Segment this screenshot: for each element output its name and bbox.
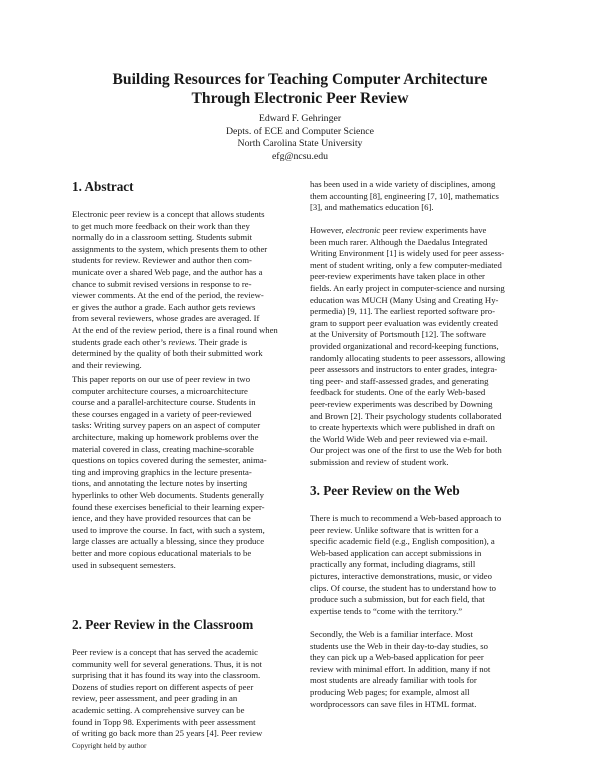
- section-3-heading: 3. Peer Review on the Web: [310, 483, 460, 498]
- section-1-heading: 1. Abstract: [72, 179, 134, 194]
- text-line: community well for several generations. Thus, it is not: [72, 658, 262, 669]
- text-line: academic setting. A comprehensive survey can be: [72, 704, 245, 715]
- text-line: used in subsequent semesters.: [72, 559, 176, 570]
- text-line: municate over a shared Web page, and the author has a: [72, 266, 263, 277]
- section-3-paragraph-2: [310, 629, 530, 710]
- text-line: better and more copious educational materials to be: [72, 547, 252, 558]
- text-line: Peer review is a concept that has served the academic: [72, 647, 258, 657]
- title-line-1: Building Resources for Teaching Computer Architecture: [112, 71, 488, 88]
- text-line: found in Topp 98. Experiments with peer assessment: [72, 716, 256, 727]
- text-line: assignments to the system, which presents them to other: [72, 243, 268, 254]
- text-line: education was MUCH (Many Using and Creating Hy-: [310, 294, 499, 305]
- text-line: tasks: Writing survey papers on an aspect of computer: [72, 420, 261, 431]
- section-2-paragraph-1: [72, 647, 280, 740]
- text-line: review, peer assessment, and peer grading in an: [72, 693, 238, 704]
- section-2-heading: 2. Peer Review in the Classroom: [72, 617, 254, 632]
- text-line: specific academic field (e.g., English composition), a: [310, 536, 495, 547]
- text-line: Dozens of studies report on different aspects of peer: [72, 681, 254, 692]
- text-line: permedia) [9, 11]. The earliest reported software pro-: [310, 306, 496, 317]
- text-line: wordprocessors can save files in HTML format.: [310, 698, 477, 709]
- text-line: This paper reports on our use of peer review in two: [72, 374, 251, 384]
- text-line: architecture, making up homework problems over the: [72, 431, 259, 442]
- text-line: peer review. Unlike software that is written for a: [310, 524, 479, 535]
- text-line: peer-review experiments was described by Downing: [310, 398, 493, 409]
- author-university: North Carolina State University: [237, 138, 363, 149]
- text-line: However, electronic peer review experiments have: [310, 225, 487, 235]
- text-line: course and a parallel-architecture course. Students in: [72, 397, 256, 408]
- text-line: most students are already familiar with tools for: [310, 675, 477, 686]
- text-line: students grade each other’s reviews. Their grade is: [72, 336, 247, 347]
- text-line: tions, and annotating the lecture notes by inserting: [72, 478, 248, 489]
- text-line: normally do in a classroom setting. Students submit: [72, 232, 253, 243]
- text-line: pictures, interactive demonstrations, music, or video: [310, 570, 492, 581]
- text-line: Secondly, the Web is a familiar interface. Most: [310, 629, 473, 639]
- text-line: ting peer- and staff-assessed grades, and generating: [310, 375, 489, 386]
- text-line: randomly allocating students to peer assessors, allowing: [310, 352, 506, 363]
- text-line: they can pick up a Web-based application for peer: [310, 652, 484, 663]
- text-line: and Brown [2]. Their psychology students collaborated: [310, 410, 502, 421]
- text-line: producing Web pages; for example, almost all: [310, 686, 470, 697]
- text-line: There is much to recommend a Web-based approach to: [310, 513, 502, 523]
- text-line: material covered in class, creating machine-scorable: [72, 443, 254, 454]
- abstract-paragraph-2: [72, 374, 280, 571]
- text-line: computer architecture courses, a microarchitecture: [72, 385, 248, 396]
- text-line: ience, and they have provided resources that can be: [72, 513, 251, 524]
- section-2-paragraph-2: [310, 225, 530, 468]
- text-line: large classes are actually a blessing, since they produce: [72, 536, 265, 547]
- author-name: Edward F. Gehringer: [258, 113, 342, 124]
- text-line: Writing Environment [1] is widely used for peer assess-: [310, 248, 505, 259]
- author-dept: Depts. of ECE and Computer Science: [225, 125, 374, 137]
- text-line: expertise tends to “come with the territory.”: [310, 605, 463, 616]
- text-line: gram to support peer evaluation was evidently created: [310, 317, 498, 328]
- text-line: er gives the author a grade. Each author gets reviews: [72, 301, 256, 312]
- text-line: Web-based application can accept submissions in: [310, 547, 482, 558]
- text-line: provided organizational and record-keeping functions,: [310, 340, 499, 351]
- text-line: peer-review experiments have taken place in other: [310, 271, 485, 282]
- text-line: been much rarer. Although the Daedalus Integrated: [310, 236, 488, 247]
- text-line: at the University of Portsmouth [12]. The software: [310, 329, 486, 340]
- text-line: Our project was one of the first to use the Web for both: [310, 445, 502, 456]
- text-line: them accounting [8], engineering [7, 10], mathematics: [310, 190, 499, 201]
- text-line: and their reviewing.: [72, 359, 142, 370]
- section-3-paragraph-1: [310, 513, 530, 617]
- text-line: questions on topics covered during the semester, anima-: [72, 455, 267, 466]
- text-line: has been used in a wide variety of disciplines, among: [310, 179, 496, 189]
- text-line: these courses engaged in a variety of peer-reviewed: [72, 408, 252, 419]
- text-line: [3], and mathematics education [6].: [310, 202, 434, 213]
- text-line: chance to submit revised versions in response to re-: [72, 278, 252, 289]
- text-line: At the end of the review period, there is a final round when: [72, 324, 278, 335]
- section-2-continuation: [310, 179, 530, 214]
- text-line: to get much more feedback on their work than they: [72, 220, 250, 231]
- author-block: [0, 113, 600, 163]
- text-line: used to improve the course. In fact, with such a system,: [72, 524, 265, 535]
- text-line: submission and review of student work.: [310, 456, 449, 467]
- text-line: the World Wide Web and peer reviewed via e-mail.: [310, 433, 488, 444]
- text-line: practically any format, including diagrams, still: [310, 559, 476, 570]
- text-line: produce such a submission, but for each field, that: [310, 594, 485, 605]
- text-line: surprising that it has found its way into the classroom.: [72, 670, 261, 681]
- text-line: found these exercises beneficial to their learning exper-: [72, 501, 265, 512]
- text-line: viewer comments. At the end of the period, the review-: [72, 290, 264, 301]
- text-line: from several reviewers, whose grades are averaged. If: [72, 313, 260, 324]
- author-email: efg@ncsu.edu: [271, 150, 329, 162]
- paper-title: [0, 70, 600, 108]
- text-line: Electronic peer review is a concept that allows students: [72, 209, 265, 219]
- text-line: peer assessors and instructors to enter grades, integra-: [310, 364, 498, 375]
- text-line: review with minimal effort. In addition, many if not: [310, 663, 491, 674]
- text-line: feedback for students. One of the early Web-based: [310, 387, 486, 398]
- text-line: students for review. Reviewer and author then com-: [72, 255, 252, 266]
- text-line: of writing go back more than 25 years [4]. Peer review: [72, 728, 263, 739]
- text-line: to create hypertexts which were published in draft on: [310, 422, 495, 433]
- abstract-paragraph-1: [72, 209, 280, 371]
- copyright-footer: Copyright held by author: [72, 741, 147, 750]
- text-line: students use the Web in their day-to-day studies, so: [310, 640, 488, 651]
- text-line: hyperlinks to other Web documents. Students generally: [72, 489, 264, 500]
- text-line: determined by the quality of both their submitted work: [72, 348, 263, 359]
- text-line: fields. An early project in computer-science and nursing: [310, 282, 505, 293]
- text-line: ting and improving graphics in the lecture presenta-: [72, 466, 252, 477]
- text-line: ment of student writing, only a few computer-mediated: [310, 259, 502, 270]
- title-line-2: Through Electronic Peer Review: [191, 90, 409, 107]
- text-line: clips. Of course, the student has to understand how to: [310, 582, 497, 593]
